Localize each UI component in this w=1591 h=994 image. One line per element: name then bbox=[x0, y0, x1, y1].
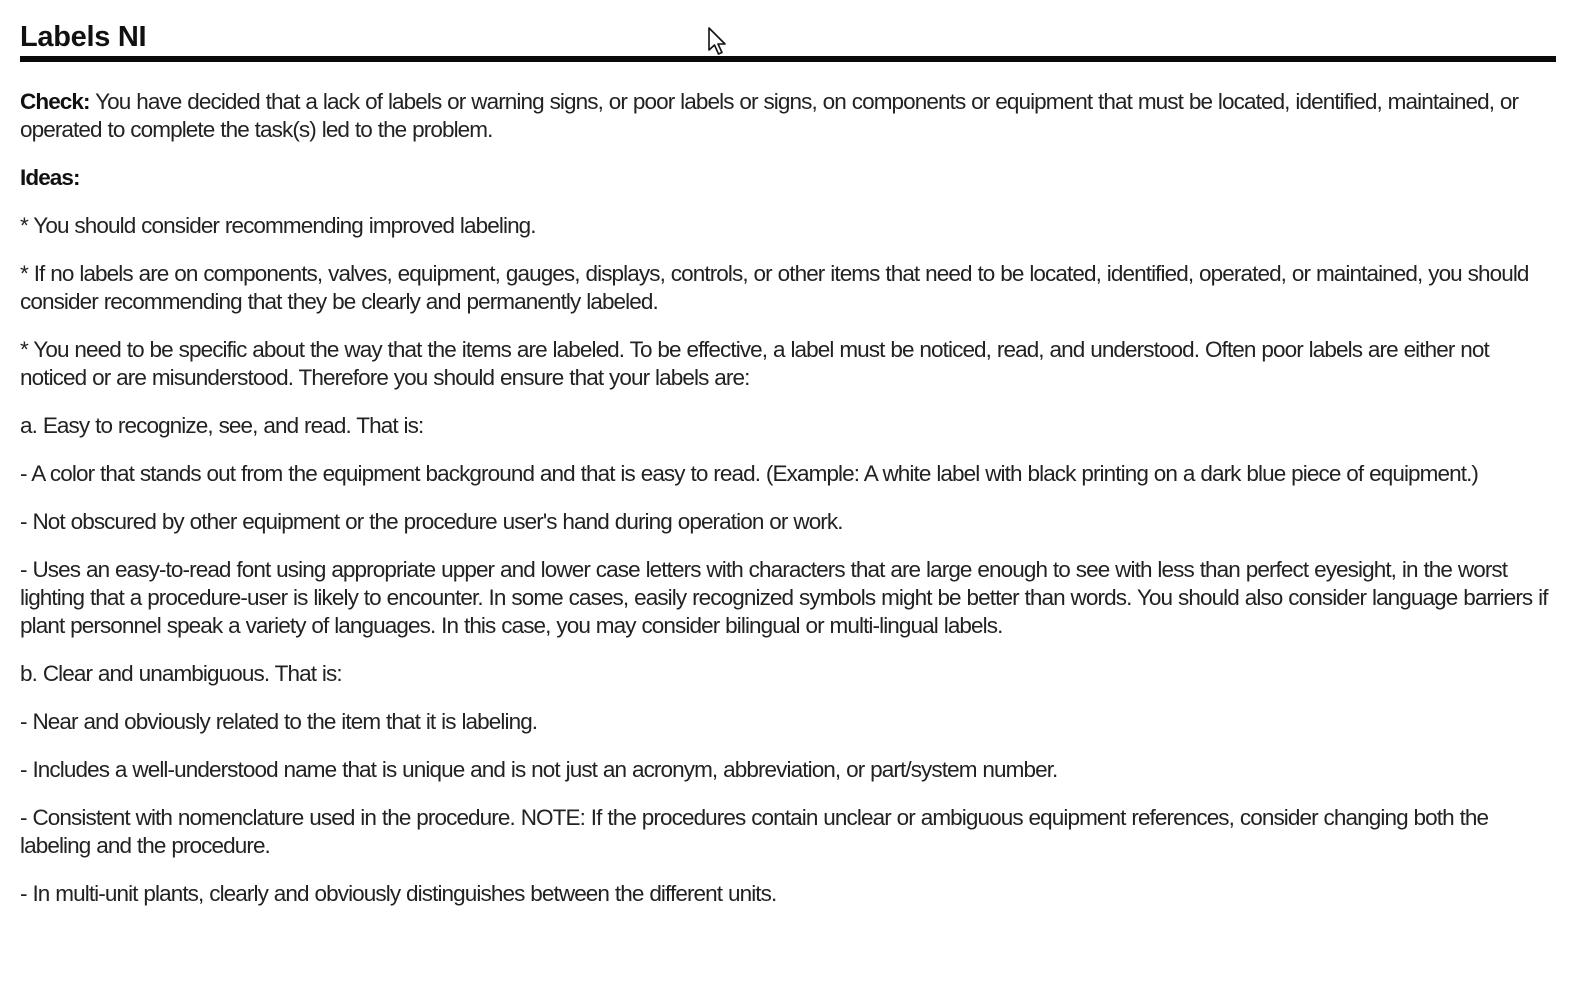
mouse-pointer-icon bbox=[707, 26, 729, 60]
document-page bbox=[20, 0, 1560, 928]
criteria-item: - Includes a well-understood name that is unique and is not just an acronym, abbreviation, or part/system number. bbox=[20, 757, 1058, 782]
check-paragraph bbox=[20, 88, 1560, 144]
criteria-item: - A color that stands out from the equipment background and that is easy to read. (Example: A white label with black printing on a dark blue piece of equipment.) bbox=[20, 461, 1479, 486]
check-label: Check: bbox=[20, 89, 90, 114]
page-title: Labels NI bbox=[20, 21, 147, 53]
criteria-heading-b: b. Clear and unambiguous. That is: bbox=[20, 661, 342, 686]
criteria-heading-a: a. Easy to recognize, see, and read. That is: bbox=[20, 413, 424, 438]
check-text: You have decided that a lack of labels or warning signs, or poor labels or signs, on components or equipment that must be located, identified, maintained, or operated to complete the task(s) led to the problem. bbox=[20, 89, 1519, 142]
ideas-heading: Ideas: bbox=[20, 165, 80, 190]
criteria-item: - Uses an easy-to-read font using appropriate upper and lower case letters with characters that are large enough to see with less than perfect eyesight, in the worst lighting that a procedure-user is likely to encounter. In some cases, easily recognized symbols might be better than words. You should also consider language barriers if plant personnel speak a variety of languages. In this case, you may consider bilingual or multi-lingual labels. bbox=[20, 557, 1548, 638]
document-body bbox=[20, 88, 1560, 908]
title-divider bbox=[20, 56, 1556, 62]
idea-paragraph: * You need to be specific about the way that the items are labeled. To be effective, a label must be noticed, read, and understood. Often poor labels are either not noticed or are misunderstood. Therefore you should ensure that your labels are: bbox=[20, 337, 1489, 390]
criteria-item: - Consistent with nomenclature used in the procedure. NOTE: If the procedures contain unclear or ambiguous equipment references, consider changing both the labeling and the procedure. bbox=[20, 805, 1489, 858]
criteria-item: - In multi-unit plants, clearly and obviously distinguishes between the different units. bbox=[20, 881, 777, 906]
criteria-item: - Not obscured by other equipment or the procedure user's hand during operation or work. bbox=[20, 509, 843, 534]
idea-paragraph: * If no labels are on components, valves, equipment, gauges, displays, controls, or other items that need to be located, identified, operated, or maintained, you should consider recommending that they be clearly and permanently labeled. bbox=[20, 261, 1529, 314]
idea-paragraph: * You should consider recommending improved labeling. bbox=[20, 213, 536, 238]
criteria-item: - Near and obviously related to the item that it is labeling. bbox=[20, 709, 538, 734]
